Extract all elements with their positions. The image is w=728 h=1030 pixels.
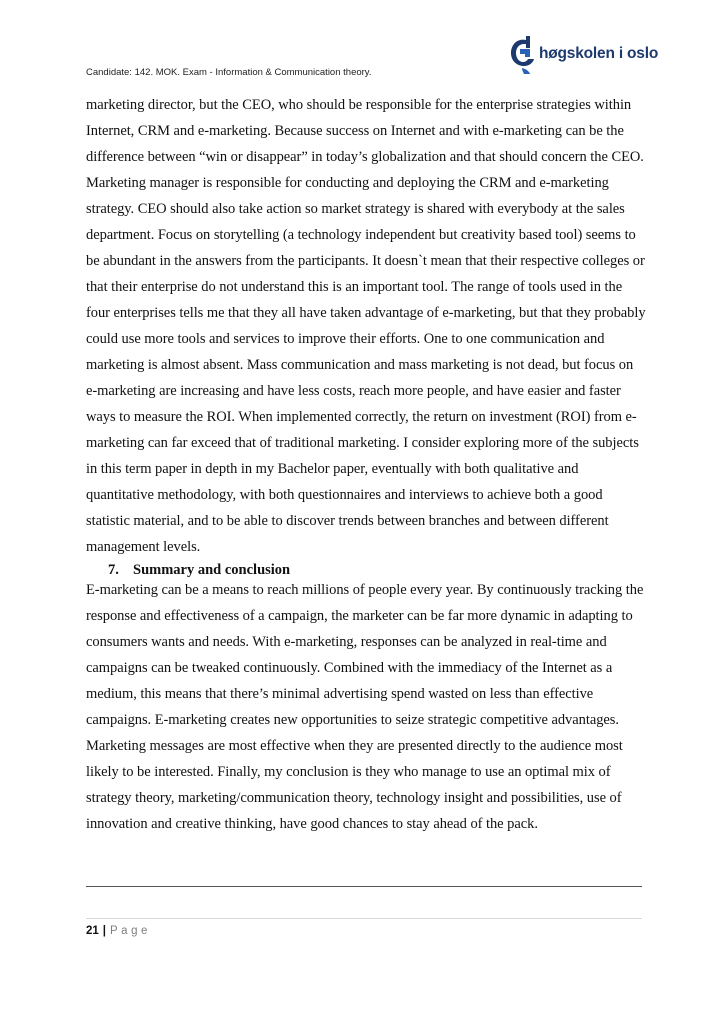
logo-wordmark: høgskolen i oslo [539, 45, 659, 62]
footer-divider [86, 886, 642, 887]
page-footer [86, 925, 151, 937]
summary-paragraph: E-marketing can be a means to reach millions of people every year. By continuously tracking the response and effectiveness of a campaign, the marketer can be far more dynamic in adapting to consumers wants and needs. With e-marketing, responses can be analyzed in real-time and campaigns can be tweaked continuously. Combined with the immediacy of the Internet as a medium, this means that there’s minimal advertising spend wasted on less than effective campaigns. E-marketing creates new opportunities to seize strategic competitive advantages. Marketing messages are most effective when they are presented directly to the audience most likely to be interested. Finally, my conclusion is they who manage to use an optimal mix of strategy theory, marketing/communication theory, technology insight and possibilities, use of innovation and creative thinking, have good chances to stay ahead of the pack. [86, 582, 644, 832]
section-number: 7. [108, 562, 119, 578]
hioa-logo-icon [506, 36, 536, 74]
page-separator: | [102, 925, 107, 937]
body-paragraph-container [86, 92, 646, 560]
section-title: Summary and conclusion [133, 562, 291, 578]
page-label: Page [110, 925, 151, 937]
page-number: 21 [86, 925, 99, 937]
body-paragraph: marketing director, but the CEO, who should be responsible for the enterprise strategies within Internet, CRM and e-marketing. Because success on Internet and with e-marketing can be the difference between “win or disappear” in today’s globalization and that should concern the CEO. Marketing manager is responsible for conducting and deploying the CRM and e-marketing strategy. CEO should also take action so market strategy is shared with everybody at the sales department. Focus on storytelling (a technology independent but creativity based tool) seems to be abundant in the answers from the participants. It doesn`t mean that their respective colleges or that their enterprise do not understand this is an important tool. The range of tools used in the four enterprises tells me that they all have taken advantage of e-marketing, but that they probably could use more tools and services to improve their efforts. One to one communication and marketing is almost absent. Mass communication and mass marketing is not dead, but focus on e-marketing are increasing and have less costs, reach more people, and have easier and faster ways to measure the ROI. When implemented correctly, the return on investment (ROI) from e-marketing can far exceed that of traditional marketing. I consider exploring more of the subjects in this term paper in depth in my Bachelor paper, eventually with both qualitative and quantitative methodology, with both questionnaires and interviews to achieve both a good statistic material, and to be able to discover trends between branches and between different management levels. [86, 97, 646, 555]
header-candidate-text: Candidate: 142. MOK. Exam - Information & Communication theory. [86, 67, 372, 78]
footer-divider-light [86, 918, 642, 919]
page-header [86, 45, 659, 92]
summary-paragraph-container [86, 577, 646, 837]
institution-logo [506, 36, 659, 74]
